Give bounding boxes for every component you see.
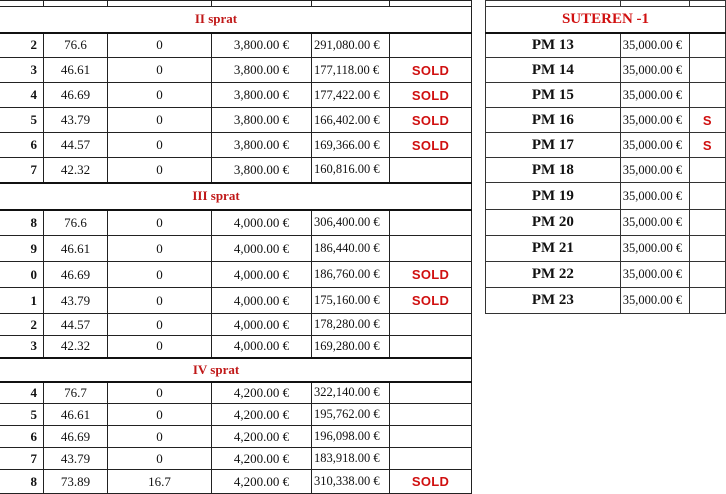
section-header-row [486, 7, 726, 33]
area-value: 46.69 [44, 83, 108, 108]
parking-table [485, 0, 726, 314]
apartment-id: 9 [0, 236, 44, 262]
total-price: 196,098.00 € [312, 426, 390, 448]
parking-price: 35,000.00 € [620, 262, 689, 288]
table-row [0, 133, 472, 158]
apartment-id: 7 [0, 448, 44, 470]
balcony-value: 0 [108, 108, 212, 133]
balcony-value: 0 [108, 288, 212, 314]
apartment-id: 2 [0, 33, 44, 58]
balcony-value: 0 [108, 83, 212, 108]
parking-spot-name: PM 17 [486, 133, 621, 158]
status-badge [390, 210, 472, 236]
parking-price: 35,000.00 € [620, 133, 689, 158]
apartment-id: 1 [0, 288, 44, 314]
area-value: 46.69 [44, 262, 108, 288]
status-badge: SOLD [390, 288, 472, 314]
parking-price: 35,000.00 € [620, 158, 689, 183]
total-price: 195,762.00 € [312, 404, 390, 426]
status-badge [689, 83, 725, 108]
parking-price-table [485, 0, 726, 314]
table-row [0, 158, 472, 183]
status-badge [689, 183, 725, 210]
price-per-m2: 4,200.00 € [212, 448, 312, 470]
status-badge: SOLD [390, 133, 472, 158]
apartment-id: 4 [0, 382, 44, 404]
status-badge [390, 33, 472, 58]
total-price: 186,440.00 € [312, 236, 390, 262]
total-price: 183,918.00 € [312, 448, 390, 470]
table-row [0, 33, 472, 58]
parking-price: 35,000.00 € [620, 236, 689, 262]
table-row [486, 158, 726, 183]
parking-spot-name: PM 18 [486, 158, 621, 183]
status-badge: SOLD [390, 83, 472, 108]
area-value: 76.7 [44, 382, 108, 404]
status-badge: SOLD [390, 262, 472, 288]
total-price: 178,280.00 € [312, 314, 390, 336]
price-per-m2: 3,800.00 € [212, 33, 312, 58]
status-badge [689, 288, 725, 314]
balcony-value: 0 [108, 448, 212, 470]
status-badge: SOLD [390, 108, 472, 133]
parking-spot-name: PM 20 [486, 210, 621, 236]
table-row [486, 33, 726, 58]
price-per-m2: 4,200.00 € [212, 426, 312, 448]
parking-spot-name: PM 22 [486, 262, 621, 288]
area-value: 44.57 [44, 314, 108, 336]
apartment-id: 8 [0, 470, 44, 494]
parking-spot-name: PM 23 [486, 288, 621, 314]
table-row [0, 404, 472, 426]
price-per-m2: 4,000.00 € [212, 288, 312, 314]
parking-price: 35,000.00 € [620, 33, 689, 58]
apartment-id: 4 [0, 83, 44, 108]
status-badge: S [689, 133, 725, 158]
area-value: 44.57 [44, 133, 108, 158]
parking-price: 35,000.00 € [620, 210, 689, 236]
price-per-m2: 3,800.00 € [212, 108, 312, 133]
parking-price: 35,000.00 € [620, 83, 689, 108]
status-badge: SOLD [390, 58, 472, 83]
status-badge [390, 314, 472, 336]
total-price: 291,080.00 € [312, 33, 390, 58]
section-title: III sprat [0, 183, 472, 210]
balcony-value: 0 [108, 262, 212, 288]
table-row [0, 314, 472, 336]
table-row [0, 470, 472, 494]
section-header-row [0, 7, 472, 33]
area-value: 46.61 [44, 404, 108, 426]
status-badge [390, 404, 472, 426]
table-row [486, 58, 726, 83]
table-row [486, 108, 726, 133]
balcony-value: 0 [108, 426, 212, 448]
parking-price: 35,000.00 € [620, 58, 689, 83]
table-row [486, 210, 726, 236]
total-price: 310,338.00 € [312, 470, 390, 494]
table-row [0, 236, 472, 262]
price-per-m2: 4,000.00 € [212, 210, 312, 236]
total-price: 306,400.00 € [312, 210, 390, 236]
apartment-id: 3 [0, 58, 44, 83]
balcony-value: 0 [108, 236, 212, 262]
balcony-value: 0 [108, 210, 212, 236]
status-badge [689, 33, 725, 58]
status-badge [689, 210, 725, 236]
total-price: 322,140.00 € [312, 382, 390, 404]
area-value: 76.6 [44, 210, 108, 236]
table-row [0, 58, 472, 83]
table-row [0, 448, 472, 470]
total-price: 177,118.00 € [312, 58, 390, 83]
area-value: 46.69 [44, 426, 108, 448]
area-value: 42.32 [44, 158, 108, 183]
price-per-m2: 4,200.00 € [212, 470, 312, 494]
parking-price: 35,000.00 € [620, 183, 689, 210]
balcony-value: 0 [108, 382, 212, 404]
area-value: 76.6 [44, 33, 108, 58]
table-row [0, 426, 472, 448]
table-row [0, 108, 472, 133]
balcony-value: 0 [108, 404, 212, 426]
area-value: 43.79 [44, 448, 108, 470]
balcony-value: 0 [108, 314, 212, 336]
status-badge [390, 236, 472, 262]
apartment-id: 2 [0, 314, 44, 336]
balcony-value: 0 [108, 33, 212, 58]
parking-spot-name: PM 15 [486, 83, 621, 108]
price-per-m2: 3,800.00 € [212, 158, 312, 183]
status-badge [390, 448, 472, 470]
status-badge: S [689, 108, 725, 133]
total-price: 166,402.00 € [312, 108, 390, 133]
total-price: 186,760.00 € [312, 262, 390, 288]
total-price: 175,160.00 € [312, 288, 390, 314]
section-title: IV sprat [0, 358, 472, 382]
parking-spot-name: PM 13 [486, 33, 621, 58]
area-value: 43.79 [44, 108, 108, 133]
area-value: 46.61 [44, 236, 108, 262]
status-badge [390, 426, 472, 448]
price-per-m2: 3,800.00 € [212, 83, 312, 108]
apartment-id: 8 [0, 210, 44, 236]
table-row [0, 210, 472, 236]
price-per-m2: 4,000.00 € [212, 236, 312, 262]
table-row [486, 133, 726, 158]
apartment-id: 5 [0, 108, 44, 133]
table-row [0, 336, 472, 358]
area-value: 73.89 [44, 470, 108, 494]
parking-spot-name: PM 21 [486, 236, 621, 262]
section-title: SUTEREN -1 [486, 7, 726, 33]
parking-price: 35,000.00 € [620, 108, 689, 133]
apartment-id: 7 [0, 158, 44, 183]
price-per-m2: 4,200.00 € [212, 382, 312, 404]
area-value: 43.79 [44, 288, 108, 314]
status-badge [390, 382, 472, 404]
price-per-m2: 4,000.00 € [212, 336, 312, 358]
total-price: 169,366.00 € [312, 133, 390, 158]
status-badge: SOLD [390, 470, 472, 494]
table-row [486, 288, 726, 314]
status-badge [390, 336, 472, 358]
apartment-id: 6 [0, 133, 44, 158]
price-per-m2: 4,000.00 € [212, 262, 312, 288]
apartment-id: 5 [0, 404, 44, 426]
area-value: 42.32 [44, 336, 108, 358]
total-price: 177,422.00 € [312, 83, 390, 108]
price-per-m2: 4,200.00 € [212, 404, 312, 426]
table-row [0, 288, 472, 314]
price-per-m2: 3,800.00 € [212, 133, 312, 158]
status-badge [390, 158, 472, 183]
table-row [486, 236, 726, 262]
status-badge [689, 236, 725, 262]
parking-price: 35,000.00 € [620, 288, 689, 314]
table-row [486, 262, 726, 288]
parking-spot-name: PM 14 [486, 58, 621, 83]
balcony-value: 0 [108, 58, 212, 83]
parking-spot-name: PM 16 [486, 108, 621, 133]
apartment-id: 0 [0, 262, 44, 288]
table-row [0, 262, 472, 288]
section-title: II sprat [0, 7, 472, 33]
section-header-row [0, 183, 472, 210]
balcony-value: 0 [108, 158, 212, 183]
total-price: 160,816.00 € [312, 158, 390, 183]
status-badge [689, 58, 725, 83]
price-per-m2: 3,800.00 € [212, 58, 312, 83]
table-row [486, 183, 726, 210]
table-row [486, 83, 726, 108]
area-value: 46.61 [44, 58, 108, 83]
table-row [0, 83, 472, 108]
section-header-row [0, 358, 472, 382]
price-per-m2: 4,000.00 € [212, 314, 312, 336]
parking-spot-name: PM 19 [486, 183, 621, 210]
table-row [0, 382, 472, 404]
status-badge [689, 262, 725, 288]
balcony-value: 0 [108, 133, 212, 158]
balcony-value: 16.7 [108, 470, 212, 494]
total-price: 169,280.00 € [312, 336, 390, 358]
status-badge [689, 158, 725, 183]
balcony-value: 0 [108, 336, 212, 358]
apartment-id: 3 [0, 336, 44, 358]
apartment-id: 6 [0, 426, 44, 448]
